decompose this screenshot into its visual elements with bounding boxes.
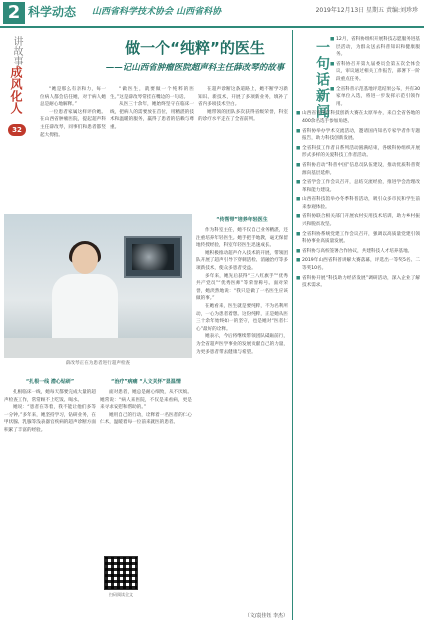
brief-news-title: 一句话新闻 — [314, 40, 330, 120]
issue-date: 2019年12月13日 星期五 责编:刘珍珍 — [315, 7, 418, 14]
section-title: 科学动态 — [28, 5, 77, 19]
paragraph: 作为科室主任，她不仅自己业务精湛，还注重培养年轻医生。她手把手地教，毫无保留地传授经验，科室年轻医生迅速成长。 — [196, 228, 288, 249]
column-tag-number: 32 — [8, 124, 26, 136]
list-item: ■ 省科协启动“科普中国”信息员队伍建设，推动优质科普资源向基层延伸。 — [296, 162, 420, 177]
article-column-b — [110, 86, 194, 210]
article-byline: （文/袁佳钰 李杰） — [244, 613, 288, 619]
page-number: 2 — [3, 2, 25, 24]
paragraph: 一位患者家属这样评价她。在山西省肿瘤医院，提起超声科主任薛改琴，同事们和患者都竖起大拇指。 — [40, 109, 106, 138]
section-subtitle: “治疗”病痛 “人文关怀”显温情 — [111, 379, 181, 385]
list-item: ■ 2019年山西省科普讲解大赛落幕，评选出一等奖5名、二等奖10名。 — [296, 257, 420, 272]
article-column-c — [198, 86, 288, 210]
paragraph: 她说：“患者在等着，我不能让他们多等一分钟。”多年来，她坚持学习，钻研业务，在甲状腺、乳腺等浅表器官疾病的超声诊断方面积累了丰富的经验。 — [4, 405, 96, 433]
list-item: ■ 省科协与高校签署合作协议，共建科技人才培养基地。 — [296, 248, 420, 256]
list-item: ■ 省科协联合相关部门开展农村实用技术培训，助力乡村振兴和脱贫攻坚。 — [296, 213, 420, 228]
paragraph: 在她看来，医生就是要纯粹，不为名利所动，一心为患者着想。这份纯粹，正是她从医三十余年始终如一的坚守，也是她对“医者仁心”最好的诠释。 — [196, 303, 288, 332]
column-divider — [292, 30, 293, 620]
column-tag — [4, 36, 30, 136]
article-headline: 做一个“纯粹”的医生 — [125, 39, 265, 57]
article-photo — [4, 214, 192, 358]
paragraph: “她是那么有亲和力，每一位病人都会信任她，对于病人她总是耐心地解释。” — [40, 87, 106, 108]
section-subtitle: “传帮带”培养年轻医生 — [216, 217, 268, 223]
column-tag-top: 讲故事 — [11, 36, 22, 66]
list-item: ■ 全省学会工作会议召开，总结交流经验，推进学会治理改革和能力建设。 — [296, 179, 420, 194]
article-column-d — [4, 376, 96, 616]
list-item: ■ 省科协召开第九届委员会第五次全体会议，审议通过相关工作报告，部署下一阶段重点任务。 — [330, 61, 420, 84]
list-item: ■ 全省科协系统党建工作会议召开，强调以高质量党建引领科协事业高质量发展。 — [296, 231, 420, 246]
column-tag-main: 成风化人 — [9, 66, 23, 114]
article-column-f — [196, 214, 288, 616]
desk — [4, 338, 192, 358]
paragraph: 她表示，今后将继续带领团队砥砺前行，为全省超声医学事业的发展贡献自己的力量，为更多患者带去健康与希望。 — [196, 334, 288, 355]
article-column-a — [40, 86, 106, 210]
list-item: ■ 省科协举办学术交流活动，邀请国内知名专家学者作专题报告，助力科技创新发展。 — [296, 128, 420, 143]
paragraph: 她带领的团队多次获得省级荣誉，科室的诊疗水平走在了全省前列。 — [198, 109, 288, 123]
list-item: ■ 全省科技工作者日系列活动圆满结束，各级科协组织开展形式多样的关爱科技工作者活动。 — [296, 145, 420, 160]
article-subhead: ——记山西省肿瘤医院超声科主任薛改琴的故事 — [105, 63, 285, 73]
paragraph: 扎根临床一线，她每天都要完成大量的超声检查工作，常常顾不上吃饭、喝水。 — [4, 390, 96, 403]
list-item: ■ 山西省青少年科技创新大赛在太原举办，来自全省各地的400余名选手参加角逐。 — [296, 110, 420, 125]
face — [72, 244, 98, 274]
list-item: ■ 省科协开展“科技助力经济发展”调研活动，深入企业了解技术需求。 — [296, 275, 420, 290]
paragraph: “做医生，就要做一个纯粹的医生。”这是薛改琴常挂在嘴边的一句话。 — [110, 87, 194, 100]
paragraph: 她用自己的行动，诠释着一名医者的仁心仁术，温暖着每一位前来就医的患者。 — [100, 412, 192, 426]
masthead: 山西省科学技术协会 山西省科协 — [92, 7, 222, 17]
paragraph: 多年来，她先后获得“三八红旗手”“优秀共产党员”“优秀医师”等荣誉称号。面对荣誉，她淡然地说：“我只是做了一名医生应该做的事。” — [196, 273, 288, 302]
paragraph: 她积极推动超声介入技术的开展，带领团队开展了超声引导下穿刺活检、消融治疗等多项新技术，使众多患者受益。 — [196, 250, 288, 271]
brief-news-list — [296, 36, 420, 618]
paragraph: 面对患者，她总是耐心细致，从不厌烦。她常说：“病人来医院，不仅是来看病，更是来寻求安慰和帮助的。” — [100, 390, 192, 411]
photo-caption: 薛改琴正在为患者进行超声检查 — [65, 361, 131, 366]
list-item: ■ 全省科普示范基地评选结果公布，共有30家单位入选，将进一步发挥示范引领作用。 — [330, 86, 420, 109]
paragraph: 从医三十余年，她始终坚守在临床一线，把病人的需要放在首位，用精湛的技术和温暖的服务，赢得了患者的信赖与尊重。 — [110, 102, 194, 130]
header-divider — [0, 26, 424, 28]
ultrasound-monitor — [124, 236, 182, 278]
page-header — [0, 0, 424, 28]
qr-label: 扫码阅读全文 — [109, 592, 133, 597]
paragraph: 在超声诊断这条道路上，她不断学习新知识、新技术，开展了多项新业务，填补了省内多项技术空白。 — [198, 87, 288, 108]
qr-code[interactable] — [104, 556, 138, 590]
list-item: ■ 山西省科技馆举办冬季科普活动，吸引众多市民和学生前来参观体验。 — [296, 196, 420, 211]
section-subtitle: “扎根一线 潜心钻研” — [25, 379, 75, 385]
list-item: ■ 12月，省科协组织开展科技志愿服务进基层活动，为群众送去科普知识和健康服务。 — [330, 36, 420, 59]
